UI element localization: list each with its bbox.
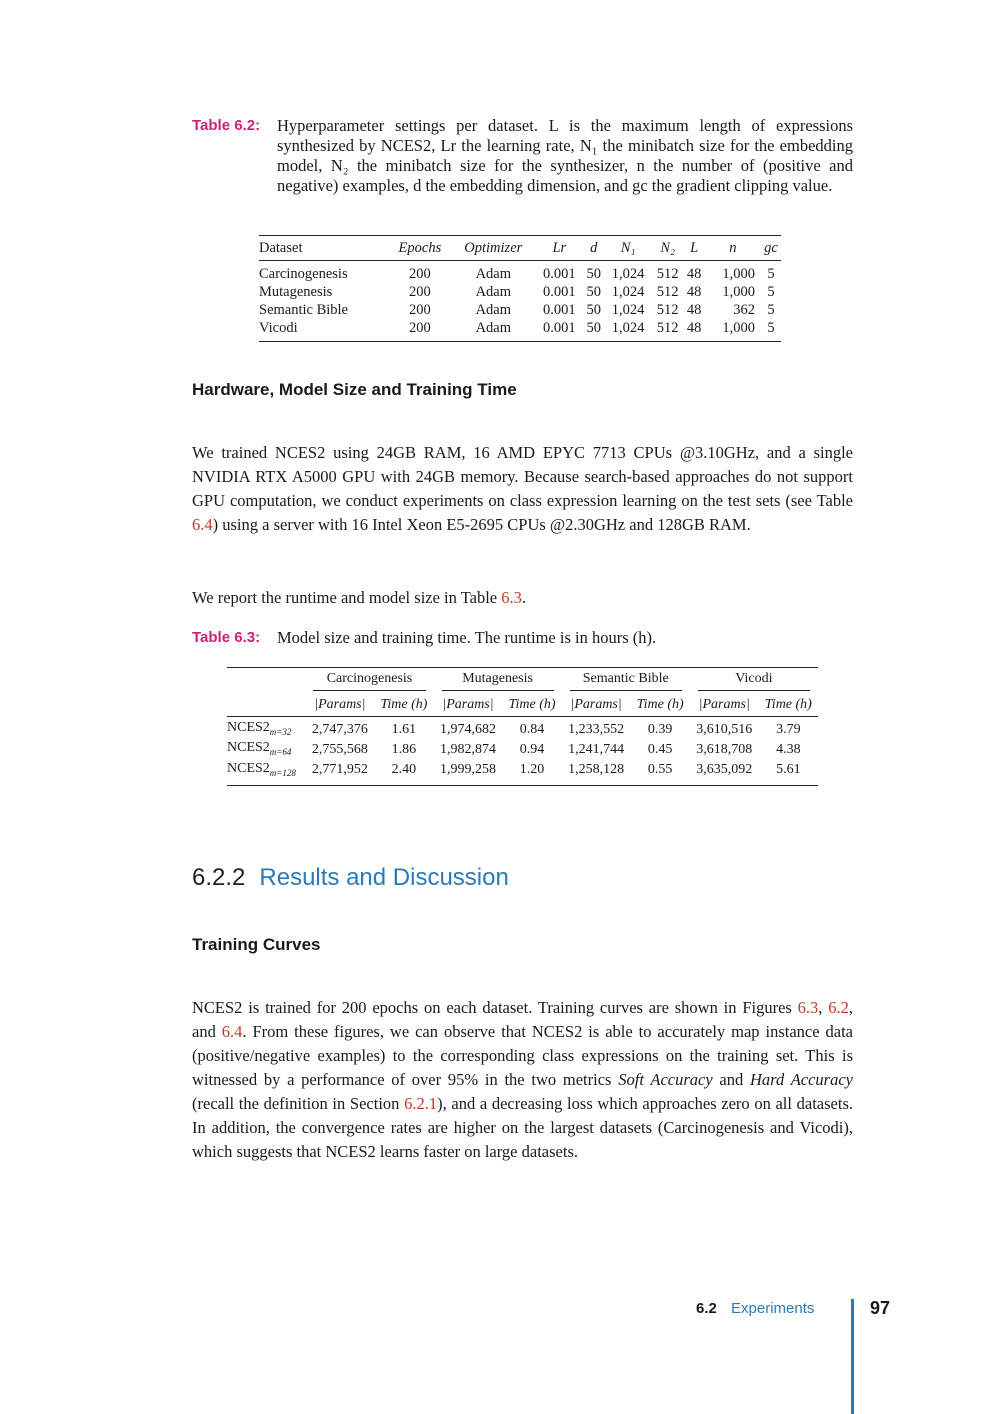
emphasis: Soft Accuracy — [618, 1070, 713, 1089]
table-cell: 48 — [686, 302, 702, 318]
section-heading — [192, 864, 509, 892]
text: and — [712, 1070, 751, 1089]
column-header: N₂ — [652, 236, 684, 261]
text: ), and a decreasing loss which approaches zero on all datasets. In addition, the convergence rates are higher on the largest datasets (Carcinogenesis and Vicodi), which suggests that NCES2 learns faster on large datasets. — [192, 1094, 853, 1161]
table-row — [259, 319, 781, 342]
group-label: Vicodi — [698, 671, 810, 691]
table-cell: 1,974,682 — [439, 721, 496, 737]
table-cell: 512 — [656, 284, 679, 300]
table-cell: 50 — [586, 266, 601, 282]
model-name — [227, 740, 305, 760]
table-cell: 1,024 — [611, 266, 645, 282]
table-6-2-caption — [192, 116, 853, 196]
section-title: Results and Discussion — [259, 864, 509, 891]
footer-section-title[interactable]: Experiments — [731, 1300, 815, 1317]
group-label: Mutagenesis — [442, 671, 554, 691]
table-cell: 5.61 — [776, 762, 801, 778]
text: We trained NCES2 using 24GB RAM, 16 AMD EPYC 7713 CPUs @3.10GHz, and a single NVIDIA RTX A5000 GPU with 24GB memory. Because search-based approaches do not support GPU computation, we conduct experiments on class expression learning on the test sets (see Table — [192, 443, 853, 510]
column-header: N₁ — [604, 236, 652, 261]
table-cell: 512 — [656, 266, 679, 282]
table-cell: 200 — [409, 284, 431, 300]
column-header: Optimizer — [451, 236, 536, 261]
hyperparameter-table — [259, 235, 781, 342]
column-header: d — [583, 236, 604, 261]
table-cell: 5 — [767, 302, 775, 318]
table-cell: 50 — [586, 284, 601, 300]
column-header: Time (h) — [374, 694, 433, 717]
table-cell: 48 — [686, 266, 702, 282]
table-cell: 50 — [586, 302, 601, 318]
model-label: NCES2 — [227, 760, 270, 776]
table-ref-link[interactable]: 6.3 — [501, 588, 522, 607]
text: , and — [192, 998, 853, 1041]
figure-ref-link[interactable]: 6.3 — [797, 998, 819, 1017]
figure-ref-link[interactable]: 6.2 — [828, 998, 849, 1017]
table-cell: 4.38 — [776, 742, 801, 758]
table-cell: 512 — [656, 320, 679, 336]
table-cell: 1,000 — [722, 266, 755, 282]
table-row — [259, 261, 781, 284]
model-subscript: m=128 — [269, 767, 296, 778]
table-cell: 0.001 — [543, 266, 576, 282]
table-cell: 5 — [767, 284, 775, 300]
column-group-header — [305, 668, 433, 695]
table-cell: 5 — [767, 320, 775, 336]
table-cell: 1.61 — [391, 721, 417, 737]
table-cell: 1,982,874 — [439, 742, 496, 758]
column-header: gc — [761, 236, 781, 261]
column-header: Dataset — [259, 236, 389, 261]
model-label: NCES2 — [227, 740, 270, 756]
hardware-heading: Hardware, Model Size and Training Time — [192, 380, 517, 399]
table-row — [227, 717, 818, 741]
table-cell: 200 — [409, 266, 431, 282]
table-cell: Semantic Bible — [259, 302, 348, 318]
page-number: 97 — [870, 1298, 891, 1318]
text: NCES2 is trained for 200 epochs on each dataset. Training curves are shown in Figures — [192, 998, 798, 1017]
table-cell: 2,755,568 — [311, 742, 368, 758]
model-name — [227, 717, 305, 741]
table-cell: Adam — [475, 284, 511, 300]
table-cell: 2.40 — [391, 762, 417, 778]
table-cell: 1,024 — [611, 284, 645, 300]
caption-label: Table 6.2: — [192, 117, 261, 134]
table-6-3-caption — [192, 628, 853, 648]
table-cell: Vicodi — [259, 320, 298, 336]
table-cell: Adam — [475, 320, 511, 336]
table-cell: 1,024 — [611, 320, 645, 336]
table-cell: 3,610,516 — [696, 721, 753, 737]
column-header: L — [684, 236, 705, 261]
text: We report the runtime and model size in Table — [192, 588, 502, 607]
table-cell: 0.94 — [519, 742, 545, 758]
model-size-table — [227, 667, 818, 786]
table-cell: Adam — [475, 302, 511, 318]
column-header: Epochs — [389, 236, 451, 261]
table-cell: 0.84 — [519, 721, 545, 737]
table-row — [227, 761, 818, 786]
column-header: n — [705, 236, 761, 261]
table-cell: 1.20 — [519, 762, 545, 778]
table-cell: 200 — [409, 302, 431, 318]
table-cell: 1,000 — [722, 320, 755, 336]
section-ref-link[interactable]: 6.2.1 — [404, 1094, 438, 1113]
table-cell: 0.001 — [543, 320, 576, 336]
table-cell: 512 — [656, 302, 679, 318]
table-cell: 0.001 — [543, 284, 576, 300]
text: ) using a server with 16 Intel Xeon E5-2695 CPUs @2.30GHz and 128GB RAM. — [212, 515, 751, 534]
text: , — [818, 998, 829, 1017]
table-cell: 0.45 — [647, 742, 673, 758]
caption-label: Table 6.3: — [192, 629, 261, 646]
table-row — [227, 740, 818, 760]
runtime-paragraph — [192, 586, 853, 610]
hardware-paragraph — [192, 441, 853, 537]
column-group-header — [434, 668, 562, 695]
table-cell: Carcinogenesis — [259, 266, 348, 282]
table-row — [259, 301, 781, 319]
section-number: 6.2.2 — [192, 864, 246, 891]
figure-ref-link[interactable]: 6.4 — [221, 1022, 243, 1041]
table-cell: 3,618,708 — [696, 742, 753, 758]
column-header: |Params| — [305, 694, 374, 717]
table-cell: 2,747,376 — [311, 721, 368, 737]
column-header: |Params| — [434, 694, 503, 717]
model-label: NCES2 — [227, 720, 270, 735]
footer-section — [696, 1300, 814, 1317]
table-cell: 1,024 — [611, 302, 645, 318]
table-cell: 1.86 — [391, 742, 417, 758]
column-group-header — [690, 668, 818, 695]
table-cell: Mutagenesis — [259, 284, 333, 300]
emphasis: Hard Accuracy — [750, 1070, 853, 1089]
margin-rule — [851, 1299, 854, 1414]
caption-text: Hyperparameter settings per dataset. L is the maximum length of expressions synthesized by NCES2, Lr the learning rate, N₁ the minibatch size for the embedding model, N₂ the minibatch size for the synthesizer, n the number of (positive and negative) examples, d the embedding dimension, and gc the gradient clipping value. — [277, 116, 853, 195]
table-cell: 1,000 — [722, 284, 755, 300]
text: . — [521, 588, 526, 607]
table-cell: 2,771,952 — [311, 762, 368, 778]
table-row — [259, 283, 781, 301]
table-cell: 48 — [686, 320, 702, 336]
model-subscript: m=64 — [269, 747, 292, 758]
table-cell: 1,233,552 — [568, 721, 625, 737]
footer-section-number: 6.2 — [696, 1300, 717, 1317]
model-subscript: m=32 — [269, 726, 292, 737]
group-label: Carcinogenesis — [313, 671, 425, 691]
column-header: Time (h) — [631, 694, 690, 717]
column-header: Time (h) — [759, 694, 818, 717]
table-cell: 0.39 — [647, 721, 673, 737]
table-ref-link[interactable]: 6.4 — [192, 515, 213, 534]
training-curves-heading: Training Curves — [192, 935, 321, 954]
table-cell: 1,241,744 — [568, 742, 625, 758]
text: (recall the definition in Section — [192, 1094, 405, 1113]
table-cell: 362 — [733, 302, 755, 318]
table-cell: 0.001 — [543, 302, 576, 318]
table-cell: 50 — [586, 320, 601, 336]
column-header: |Params| — [690, 694, 759, 717]
table-cell: Adam — [475, 266, 511, 282]
group-label: Semantic Bible — [570, 671, 682, 691]
training-paragraph — [192, 996, 853, 1164]
table-cell: 5 — [767, 266, 775, 282]
table-cell: 3.79 — [776, 721, 801, 737]
table-cell: 3,635,092 — [696, 762, 753, 778]
table-cell: 48 — [686, 284, 702, 300]
caption-text: Model size and training time. The runtime is in hours (h). — [277, 628, 657, 647]
table-cell: 1,999,258 — [439, 762, 496, 778]
column-header: |Params| — [562, 694, 631, 717]
text: . From these figures, we can observe that NCES2 is able to accurately map instance data (positive/negative examples) to the corresponding class expressions on the training set. This is witnessed by a performance of over 95% in the two metrics — [192, 1022, 853, 1089]
table-cell: 200 — [409, 320, 431, 336]
table-cell: 1,258,128 — [568, 762, 625, 778]
table-cell: 0.55 — [647, 762, 673, 778]
column-group-header — [562, 668, 690, 695]
column-header: Lr — [536, 236, 584, 261]
column-header: Time (h) — [502, 694, 561, 717]
model-name — [227, 761, 305, 786]
